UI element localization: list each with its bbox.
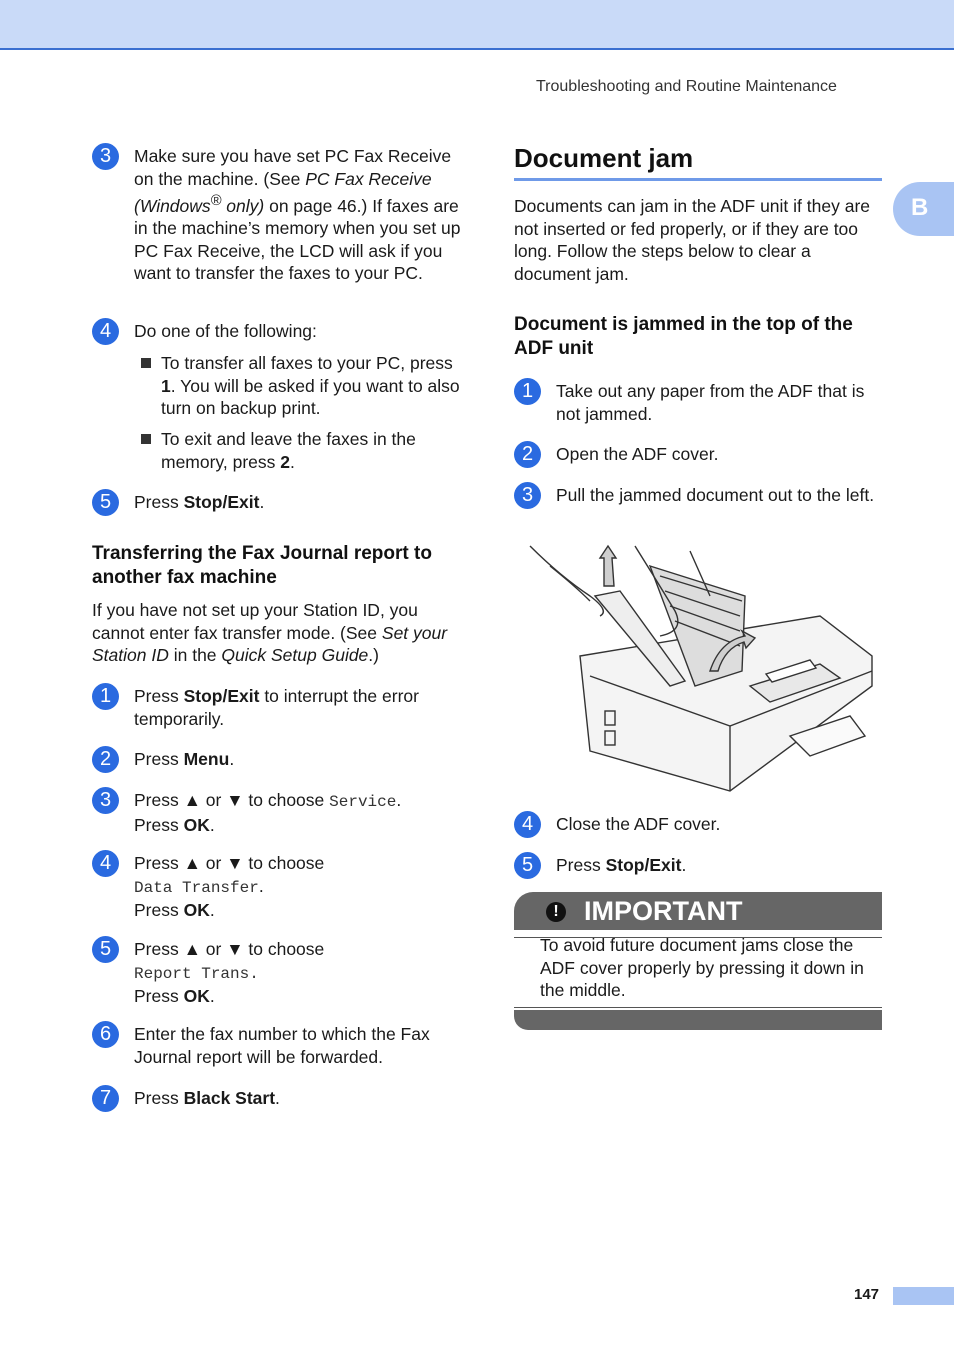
- important-divider: [514, 1007, 882, 1008]
- step-text: Press Menu.: [134, 749, 235, 769]
- step-number: 7: [92, 1085, 119, 1112]
- important-text: To avoid future document jams close the ADF cover properly by pressing it down in the middle.: [540, 935, 864, 1000]
- chapter-tab-letter: B: [911, 194, 929, 221]
- running-header: Troubleshooting and Routine Maintenance: [536, 78, 837, 95]
- step-number: 2: [92, 746, 119, 773]
- step-text: Enter the fax number to which the Fax Journal report will be forwarded.: [134, 1024, 430, 1067]
- step-text: Do one of the following:: [134, 321, 317, 341]
- subsection-heading: Document is jammed in the top of the ADF unit: [514, 314, 853, 359]
- step-number: 6: [92, 1021, 119, 1048]
- step-text: Press Stop/Exit to interrupt the error temporarily.: [134, 686, 419, 729]
- bullet-square-icon: [141, 434, 151, 444]
- top-banner: [0, 0, 954, 50]
- step-number: 5: [92, 489, 119, 516]
- step-text: Press Stop/Exit.: [134, 492, 265, 512]
- step-text: Press Black Start.: [134, 1088, 280, 1108]
- step-number: 3: [514, 482, 541, 509]
- exclamation-icon: !: [546, 902, 566, 922]
- step-text: Press ▲ or ▼ to choose Service. Press OK.: [134, 790, 402, 835]
- intro-paragraph: Documents can jam in the ADF unit if they are not inserted or fed properly, or if they are too long. Follow the steps below to clear a document jam.: [514, 196, 870, 284]
- section-heading: Transferring the Fax Journal report to another fax machine: [92, 543, 432, 588]
- section-intro: If you have not set up your Station ID, you cannot enter fax transfer mode. (See Set your Station ID in the Quick Setup Guide.): [92, 600, 448, 665]
- important-banner: [514, 892, 882, 930]
- step-number: 3: [92, 143, 119, 170]
- page-number: 147: [854, 1286, 880, 1303]
- printer-jam-illustration: [520, 536, 880, 796]
- step-text: Press Stop/Exit.: [556, 855, 687, 875]
- step-text: Close the ADF cover.: [556, 814, 721, 834]
- page-title: Document jam: [514, 143, 694, 173]
- title-rule: [514, 178, 882, 181]
- bullet-text: To transfer all faxes to your PC, press 1. You will be asked if you want to also turn on backup print.: [161, 353, 460, 418]
- step-number: 4: [92, 318, 119, 345]
- step-number: 2: [514, 441, 541, 468]
- bullet-square-icon: [141, 358, 151, 368]
- step-text: Open the ADF cover.: [556, 444, 719, 464]
- step-number: 3: [92, 787, 119, 814]
- step-number: 1: [92, 683, 119, 710]
- page-number-tab: [893, 1287, 954, 1305]
- bullet-text: To exit and leave the faxes in the memory, press 2.: [161, 429, 416, 472]
- important-footer-bar: [514, 1010, 882, 1030]
- chapter-tab: [893, 182, 954, 236]
- step-text: Take out any paper from the ADF that is not jammed.: [556, 381, 865, 424]
- step-number: 4: [92, 850, 119, 877]
- important-label: IMPORTANT: [584, 896, 743, 926]
- step-number: 1: [514, 378, 541, 405]
- step-number: 4: [514, 811, 541, 838]
- step-number: 5: [92, 936, 119, 963]
- step-text: Pull the jammed document out to the left.: [556, 485, 875, 505]
- step-text: Make sure you have set PC Fax Receive on the machine. (See PC Fax Receive (Windows® only) on page 46.) If faxes are in the machine’s memory when you set up PC Fax Receive, the LCD will ask if you want to transfer the faxes to your PC.: [134, 146, 461, 284]
- step-text: Press ▲ or ▼ to choose Report Trans. Press OK.: [134, 939, 325, 1006]
- step-number: 5: [514, 852, 541, 879]
- step-text: Press ▲ or ▼ to choose Data Transfer. Press OK.: [134, 853, 325, 920]
